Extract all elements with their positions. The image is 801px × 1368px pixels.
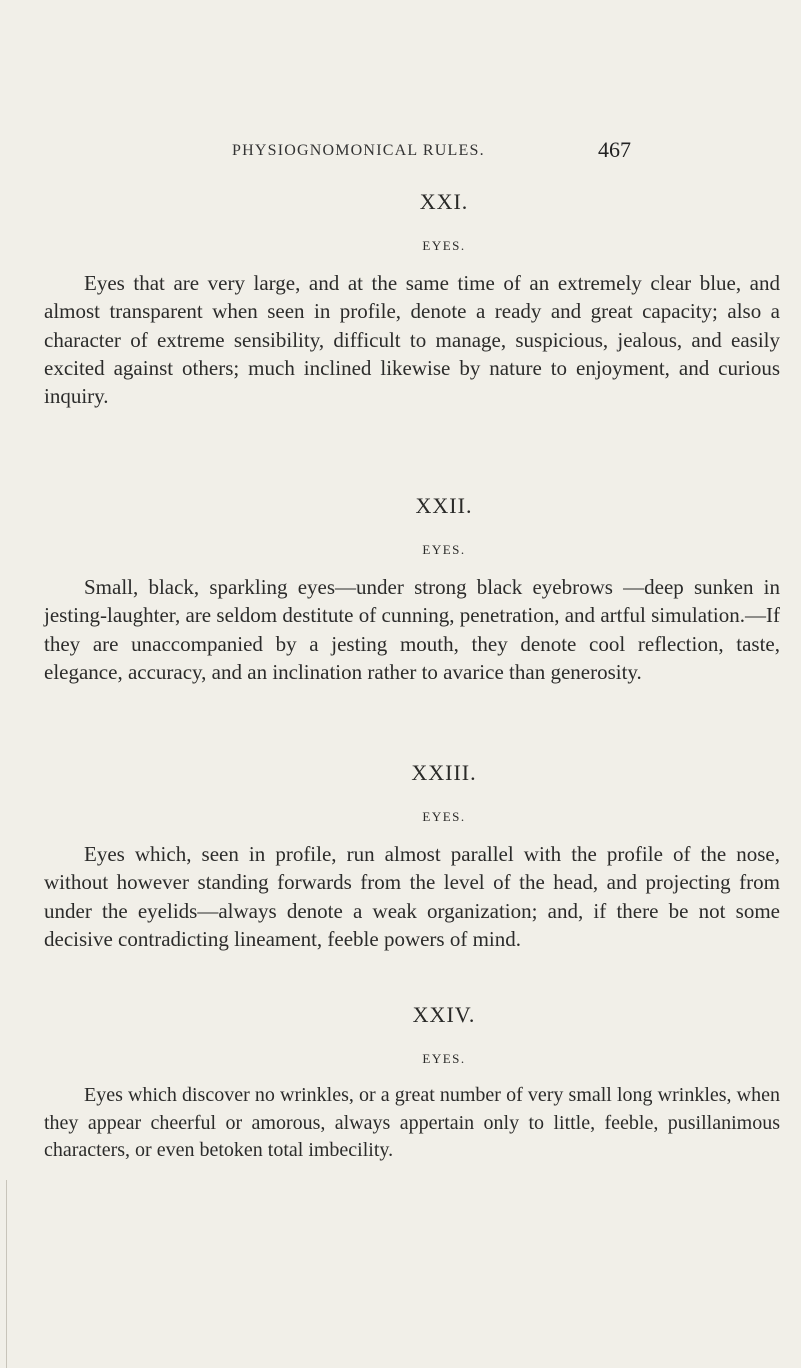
section-paragraph: Eyes which, seen in profile, run almost parallel with the profile of the nose, without however standing forwards from the level of the head, and projecting from under the eyelids—always denote a weak organization; and, if there be not some decisive contradicting lineament, feeble powers of mind. [44, 842, 780, 951]
section-numeral: XXI. [419, 189, 469, 214]
section-xxii [44, 491, 780, 707]
section-subhead: EYES. [422, 809, 466, 824]
section-xxi [44, 187, 780, 431]
section-subhead: EYES. [422, 1051, 466, 1066]
section-subhead: EYES. [422, 238, 466, 253]
section-numeral: XXIV. [412, 1002, 476, 1027]
section-paragraph: Eyes which discover no wrinkles, or a great number of very small long wrinkles, when they appear cheerful or amorous, always appertain only to little, feeble, pusillanimous characters, or even betoken total imbecility. [44, 1084, 780, 1161]
section-numeral: XXIII. [411, 760, 477, 785]
running-head-title: PHYSIOGNOMONICAL RULES. [232, 142, 485, 159]
page-number: 467 [598, 137, 631, 162]
section-xxiv [44, 1000, 780, 1185]
section-paragraph: Eyes that are very large, and at the same time of an extremely clear blue, and almost transparent when seen in profile, denote a ready and great capacity; also a character of extreme sensibility, difficult to manage, suspicious, jealous, and easily excited against others; much inclined likewise by nature to enjoyment, and curious inquiry. [44, 271, 780, 409]
section-xxiii [44, 758, 780, 974]
page-edge-line [6, 1180, 7, 1368]
section-subhead: EYES. [422, 542, 466, 557]
section-paragraph: Small, black, sparkling eyes—under strong black eyebrows —deep sunken in jesting-laughter, are seldom destitute of cunning, penetration, and artful simulation.—If they are unaccompanied by a jesting mouth, they denote cool reflection, taste, elegance, accuracy, and an inclination rather to avarice than generosity. [44, 575, 780, 684]
section-numeral: XXII. [415, 493, 473, 518]
